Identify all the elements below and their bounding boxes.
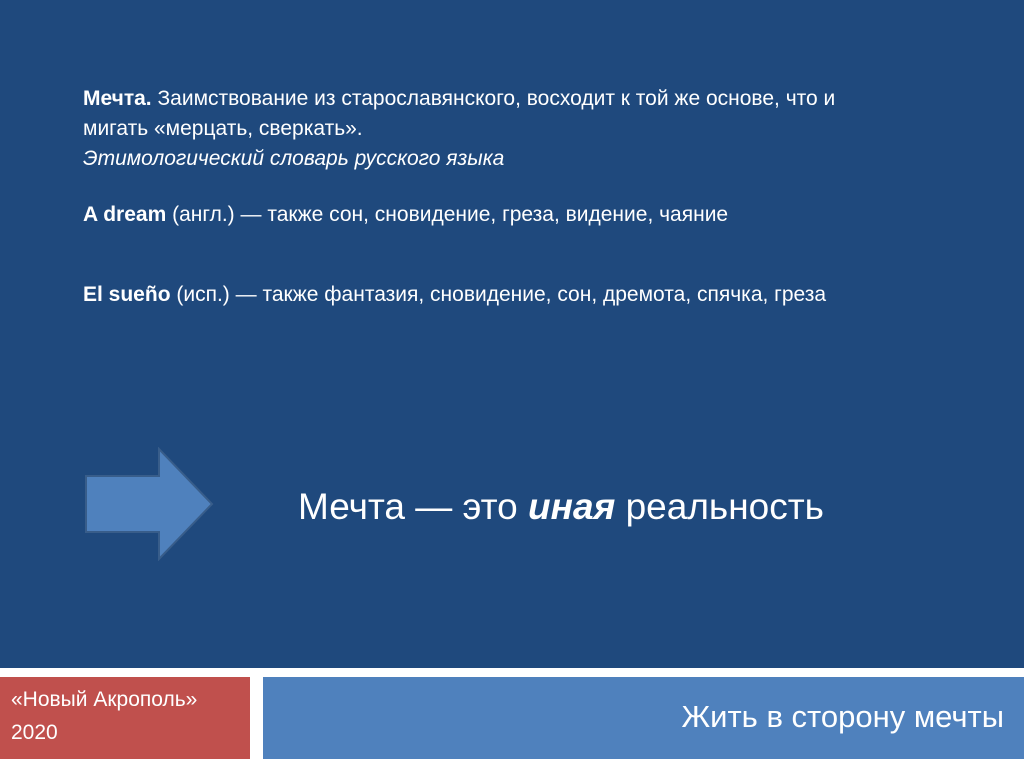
tagline-end: реальность [615, 486, 824, 527]
term-mechta: Мечта. [83, 87, 152, 110]
definition-spanish-text: (исп.) — также фантазия, сновидение, сон, дремота, спячка, греза [170, 283, 827, 306]
presentation-title: Жить в сторону мечты [681, 699, 1004, 734]
definitions-block [83, 84, 983, 310]
definition-english-text: (англ.) — также сон, сновидение, греза, видение, чаяние [166, 203, 729, 226]
tagline-start: Мечта — это [298, 486, 528, 527]
definition-mechta-text-1: Заимствование из старославянского, восходит к той же основе, что и [151, 87, 836, 110]
tagline-emphasis: иная [528, 486, 616, 527]
source-reference: Этимологический словарь русского языка [83, 147, 505, 170]
right-arrow-icon [84, 447, 214, 561]
definition-mechta-line-2: мигать «мерцать, сверкать». [83, 117, 363, 140]
footer-organization-box [0, 677, 250, 759]
definition-english [83, 200, 983, 230]
definition-spanish [83, 280, 983, 310]
footer-title-box [263, 677, 1024, 759]
organization-name: «Новый Акрополь» [11, 688, 198, 711]
term-english: A dream [83, 203, 167, 226]
term-spanish: El sueño [83, 283, 171, 306]
tagline [298, 482, 824, 532]
definition-mechta [83, 84, 983, 114]
organization-year: 2020 [11, 721, 58, 744]
